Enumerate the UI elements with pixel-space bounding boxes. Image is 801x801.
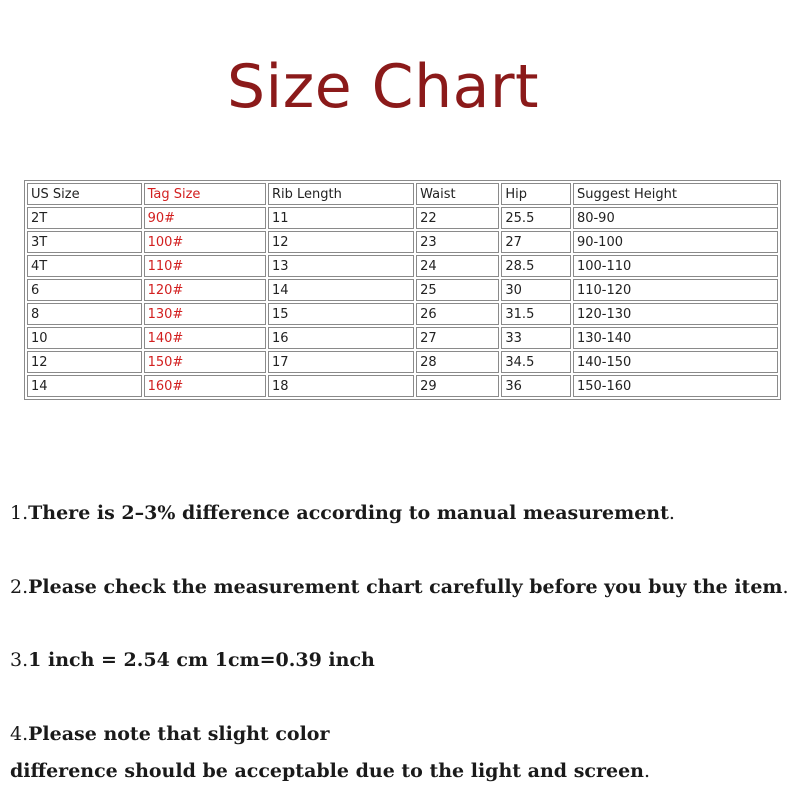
note-1: 1.There is 2–3% difference according to manual measurement. (10, 502, 675, 524)
cell-rib-length: 13 (268, 255, 414, 277)
cell-us-size: 4T (27, 255, 142, 277)
cell-waist: 25 (416, 279, 499, 301)
note-number: 1 (10, 502, 23, 524)
cell-tag-size: 100# (144, 231, 266, 253)
cell-waist: 28 (416, 351, 499, 373)
cell-tag-size: 150# (144, 351, 266, 373)
cell-hip: 28.5 (501, 255, 571, 277)
header-suggest-height: Suggest Height (573, 183, 778, 205)
cell-hip: 30 (501, 279, 571, 301)
cell-hip: 36 (501, 375, 571, 397)
cell-us-size: 10 (27, 327, 142, 349)
cell-rib-length: 18 (268, 375, 414, 397)
cell-rib-length: 15 (268, 303, 414, 325)
note-4: 4.Please note that slight color (10, 723, 330, 745)
table-row (27, 231, 778, 253)
cell-tag-size: 160# (144, 375, 266, 397)
table-row (27, 303, 778, 325)
note-text: Please check the measurement chart carefully before you buy the item (28, 576, 783, 598)
cell-suggest-height: 80-90 (573, 207, 778, 229)
note-number: 2 (10, 576, 23, 598)
table-row (27, 279, 778, 301)
cell-rib-length: 11 (268, 207, 414, 229)
cell-suggest-height: 90-100 (573, 231, 778, 253)
cell-suggest-height: 150-160 (573, 375, 778, 397)
note-text: difference should be acceptable due to the light and screen (10, 760, 644, 782)
cell-tag-size: 110# (144, 255, 266, 277)
table-row (27, 327, 778, 349)
cell-hip: 33 (501, 327, 571, 349)
cell-waist: 23 (416, 231, 499, 253)
note-number: 3 (10, 649, 23, 671)
cell-hip: 25.5 (501, 207, 571, 229)
cell-suggest-height: 140-150 (573, 351, 778, 373)
cell-tag-size: 90# (144, 207, 266, 229)
cell-suggest-height: 120-130 (573, 303, 778, 325)
note-text: Please note that slight color (28, 723, 330, 745)
cell-waist: 26 (416, 303, 499, 325)
cell-us-size: 2T (27, 207, 142, 229)
table-header-row (27, 183, 778, 205)
cell-suggest-height: 100-110 (573, 255, 778, 277)
note-text: 1 inch = 2.54 cm 1cm=0.39 inch (28, 649, 375, 671)
cell-waist: 29 (416, 375, 499, 397)
header-tag-size: Tag Size (144, 183, 266, 205)
cell-us-size: 3T (27, 231, 142, 253)
note-text: There is 2–3% difference according to manual measurement (28, 502, 669, 524)
cell-hip: 31.5 (501, 303, 571, 325)
cell-tag-size: 130# (144, 303, 266, 325)
note-3: 3.1 inch = 2.54 cm 1cm=0.39 inch (10, 649, 375, 671)
cell-waist: 27 (416, 327, 499, 349)
page-title: Size Chart (226, 52, 540, 122)
cell-rib-length: 14 (268, 279, 414, 301)
cell-suggest-height: 110-120 (573, 279, 778, 301)
cell-us-size: 8 (27, 303, 142, 325)
note-4-continued: difference should be acceptable due to the light and screen. (10, 760, 651, 782)
header-rib-length: Rib Length (268, 183, 414, 205)
cell-hip: 27 (501, 231, 571, 253)
table-row (27, 351, 778, 373)
cell-waist: 22 (416, 207, 499, 229)
cell-tag-size: 120# (144, 279, 266, 301)
cell-hip: 34.5 (501, 351, 571, 373)
cell-tag-size: 140# (144, 327, 266, 349)
table-row (27, 375, 778, 397)
header-hip: Hip (501, 183, 571, 205)
table-row (27, 255, 778, 277)
header-us-size: US Size (27, 183, 142, 205)
size-chart-table (24, 180, 781, 400)
cell-suggest-height: 130-140 (573, 327, 778, 349)
table-row (27, 207, 778, 229)
cell-us-size: 14 (27, 375, 142, 397)
note-2: 2.Please check the measurement chart carefully before you buy the item. (10, 576, 789, 598)
cell-rib-length: 17 (268, 351, 414, 373)
cell-us-size: 12 (27, 351, 142, 373)
cell-rib-length: 12 (268, 231, 414, 253)
cell-rib-length: 16 (268, 327, 414, 349)
cell-waist: 24 (416, 255, 499, 277)
note-number: 4 (10, 723, 23, 745)
header-waist: Waist (416, 183, 499, 205)
cell-us-size: 6 (27, 279, 142, 301)
